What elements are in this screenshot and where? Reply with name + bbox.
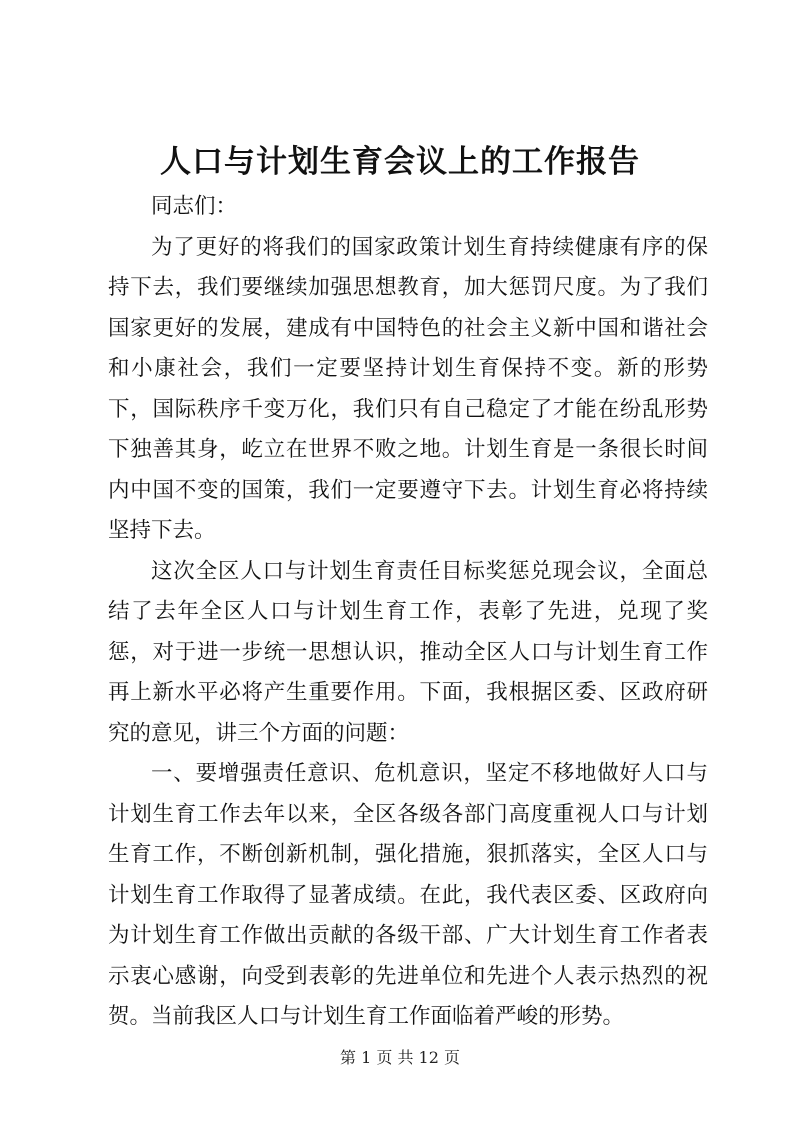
document-title: 人口与计划生育会议上的工作报告 [160,144,640,180]
paragraph-3: 一、要增强责任意识、危机意识，坚定不移地做好人口与计划生育工作去年以来，全区各级各部门高度重视人口与计划生育工作，不断创新机制，强化措施，狠抓落实，全区人口与计划生育工作取得了显著成绩。在此，我代表区委、区政府向为计划生育工作做出贡献的各级干部、广大计划生育工作者表示衷心感谢，向受到表彰的先进单位和先进个人表示热烈的祝贺。当前我区人口与计划生育工作面临着严峻的形势。 [108,761,708,1029]
document-body [108,187,708,1038]
paragraph-2: 这次全区人口与计划生育责任目标奖惩兑现会议，全面总结了去年全区人口与计划生育工作，表彰了先进，兑现了奖惩，对于进一步统一思想认识，推动全区人口与计划生育工作再上新水平必将产生重要作用。下面，我根据区委、区政府研究的意见，讲三个方面的问题： [108,558,708,746]
page-number-footer: 第 1 页 共 12 页 [340,1048,460,1067]
salutation: 同志们： [151,194,238,219]
paragraph-1: 为了更好的将我们的国家政策计划生育持续健康有序的保持下去，我们要继续加强思想教育，加大惩罚尺度。为了我们国家更好的发展，建成有中国特色的社会主义新中国和谐社会和小康社会，我们一定要坚持计划生育保持不变。新的形势下，国际秩序千变万化，我们只有自己稳定了才能在纷乱形势下独善其身，屹立在世界不败之地。计划生育是一条很长时间内中国不变的国策，我们一定要遵守下去。计划生育必将持续坚持下去。 [108,234,708,543]
